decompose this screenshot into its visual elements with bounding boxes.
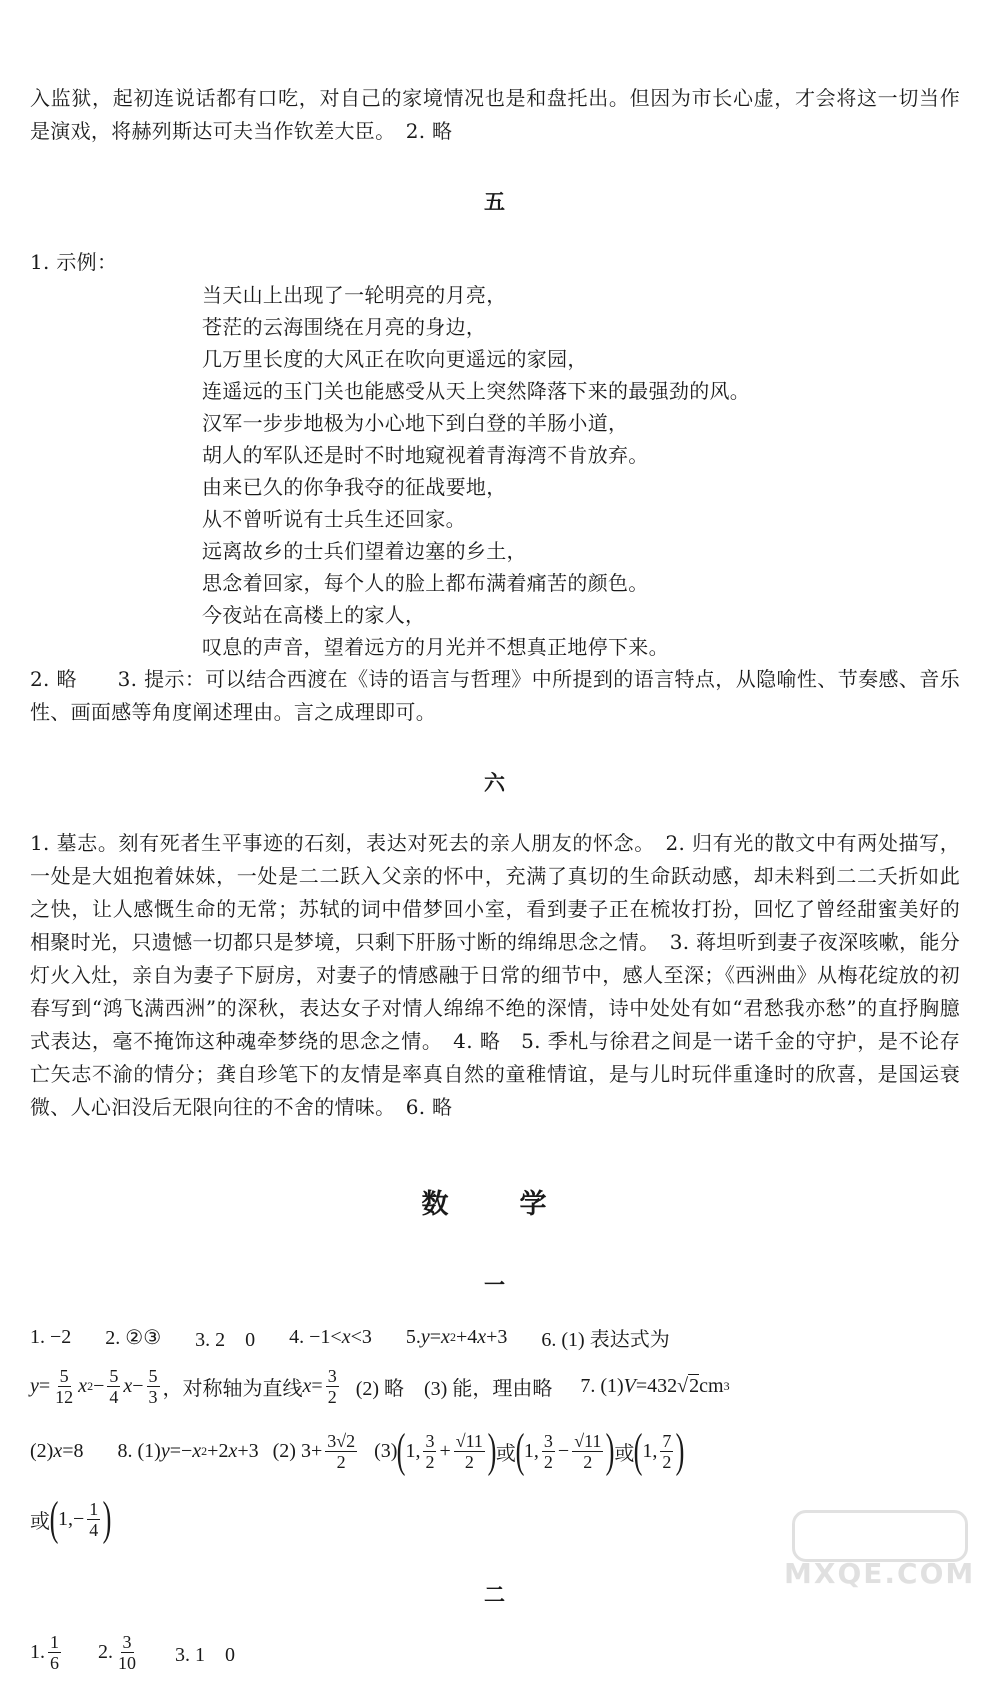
coord: 1, (405, 1439, 421, 1462)
var-x: x (341, 1325, 351, 1348)
math-line-1 (30, 1317, 960, 1357)
numerator: √11 (574, 1430, 602, 1451)
term: +3 (486, 1325, 508, 1348)
answer-3: 3. 2 0 (195, 1328, 256, 1351)
fraction (454, 1431, 485, 1472)
var-x: x (228, 1439, 238, 1462)
term: +3 (237, 1439, 259, 1462)
poem-line: 汉军一步步地极为小心地下到白登的羊肠小道， (202, 411, 629, 435)
coord: 1, (642, 1439, 658, 1462)
fraction (326, 1366, 339, 1407)
right-paren: ) (102, 1492, 112, 1545)
var-x: x (477, 1325, 487, 1348)
poem-line: 叹息的声音，望着远方的月光并不想真正地停下来。 (202, 635, 669, 659)
var-x: x (53, 1439, 63, 1462)
right-paren: ) (606, 1424, 615, 1477)
fraction (87, 1499, 100, 1540)
term: +2 (207, 1439, 229, 1462)
sqrt-arg: 2 (689, 1375, 700, 1397)
answer-1: 1. (30, 1640, 45, 1663)
var-y: y (30, 1374, 39, 1397)
section-6-heading: 六 (484, 770, 506, 795)
equals: = (429, 1325, 442, 1348)
or-text: 或 (495, 1442, 516, 1465)
answer-4-tail: <3 (350, 1325, 372, 1348)
denominator: 2 (336, 1451, 346, 1472)
numerator: 3√2 (327, 1430, 356, 1451)
answer-8-part-3: (3) (374, 1439, 398, 1462)
left-paren: ( (49, 1492, 59, 1545)
equals: = (38, 1374, 51, 1397)
term: +4 (455, 1325, 478, 1348)
math-section-2-answers (30, 1623, 960, 1681)
section-6-paragraph: 1. 墓志。刻有死者生平事迹的石刻，表达对死去的亲人朋友的怀念。 2. 归有光的散文中有两处描写，一处是大姐抱着妹妹，一处是二二跃入父亲的怀中，充满了真切的生命跃动感，却未料到二二夭折如此之快，让人感慨生命的无常；苏轼的词中借梦回小室，看到妻子正在梳妆打扮，回忆了曾经甜蜜美好的相聚时光，只遗憾一切都只是梦境，只剩下肝肠寸断的绵绵思念之情。 3. 蒋坦听到妻子夜深咳嗽，能分灯火入灶，亲自为妻子下厨房，对妻子的情感融于日常的细节中，感人至深；《西洲曲》从梅花绽放的初春写到“鸿飞满西洲”的深秋，表达女子对情人绵绵不绝的深情，诗中处处有如“君愁我亦愁”的直抒胸臆式表达，毫不掩饰这种魂牵梦绕的思念之情。 4. 略 5. 季札与徐君之间是一诺千金的守护，是不论存亡矢志不渝的情分；龚自珍笔下的友情是率真自然的童稚情谊，是与儿时玩伴重逢时的欣喜，是国运衰微、人心汩没后无限向往的不舍的情味。 6. 略 (30, 831, 960, 1119)
fraction (542, 1431, 555, 1472)
poem-block (30, 279, 960, 663)
or-text: 或 (614, 1442, 635, 1465)
answer-7: 7. (1) (580, 1374, 624, 1397)
section-5-item-1-label: 1. 示例： (30, 250, 118, 274)
denominator: 2 (464, 1451, 474, 1472)
fraction (116, 1632, 138, 1673)
watermark-logo (784, 1510, 974, 1590)
fraction (660, 1431, 673, 1472)
math-section-1-heading: 一 (484, 1272, 506, 1297)
poem-line: 远离故乡的士兵们望着边塞的乡土， (202, 539, 527, 563)
value: =8 (62, 1439, 84, 1462)
denominator: 2 (662, 1451, 672, 1472)
fraction (107, 1366, 120, 1407)
poem-line: 苍茫的云海围绕在月亮的身边， (202, 315, 487, 339)
top-paragraph: 入监狱，起初连说话都有口吃，对自己的家境情况也是和盘托出。但因为市长心虚，才会将这一切当作是演戏，将赫列斯达可夫当作钦差大臣。 2. 略 (30, 86, 960, 143)
var-y: y (160, 1439, 170, 1462)
poem-line: 胡人的军队还是时不时地窥视着青海湾不肯放弃。 (202, 443, 649, 467)
right-paren: ) (675, 1424, 685, 1477)
denominator: 2 (543, 1451, 553, 1472)
numerator: 1 (50, 1631, 59, 1652)
fraction (572, 1431, 603, 1472)
var-x: x (302, 1374, 312, 1397)
numerator: 3 (327, 1365, 337, 1386)
answer-6-parts: (2) 略 (3) 能，理由略 (355, 1377, 553, 1400)
answer-1: 1. −2 (30, 1325, 72, 1348)
term: =− (169, 1439, 193, 1462)
exponent: 2 (449, 1329, 456, 1344)
var-x: x (441, 1325, 450, 1348)
poem-line: 由来已久的你争我夺的征战要地， (202, 475, 507, 499)
right-paren: ) (487, 1424, 497, 1477)
var-v: V (623, 1374, 636, 1397)
answer-3: 3. 1 0 (175, 1643, 235, 1666)
left-paren: ( (515, 1424, 525, 1477)
math-line-5 (30, 1623, 960, 1681)
volume-value: =432 (635, 1374, 678, 1397)
fraction (147, 1366, 160, 1407)
exponent: 3 (723, 1378, 730, 1393)
numerator: √11 (455, 1430, 483, 1451)
coord: 1, (523, 1439, 539, 1462)
poem-line: 几万里长度的大风正在吹向更遥远的家园， (202, 347, 588, 371)
var-x: x (192, 1439, 202, 1462)
answer-8-part-2: (2) 3+ (272, 1439, 323, 1462)
poem-line: 连遥远的玉门关也能感受从天上突然降落下来的最强劲的风。 (202, 379, 751, 403)
denominator: 2 (425, 1451, 435, 1472)
answer-4: 4. −1< (289, 1325, 342, 1348)
var-x: x (78, 1374, 88, 1397)
left-paren: ( (633, 1424, 643, 1477)
var-x: x (123, 1374, 133, 1397)
answer-6: 6. (1) 表达式为 (541, 1328, 670, 1351)
denominator: 3 (148, 1386, 158, 1407)
unit: cm (699, 1374, 724, 1397)
numerator: 1 (89, 1498, 99, 1519)
exponent: 2 (87, 1378, 94, 1393)
section-5-after: 2. 略 3. 提示：可以结合西渡在《诗的语言与哲理》中所提到的语言特点，从隐喻性、节奏感、音乐性、画面感等角度阐述理由。言之成理即可。 (30, 667, 960, 724)
logo-icon (792, 1510, 968, 1562)
poem-line: 从不曾听说有士兵生还回家。 (202, 507, 466, 531)
numerator: 5 (109, 1365, 119, 1386)
denominator: 4 (89, 1519, 99, 1540)
answer-5: 5. (405, 1325, 421, 1348)
poem-line: 当天山上出现了一轮明亮的月亮， (202, 283, 507, 307)
axis-text: ，对称轴为直线 (162, 1377, 303, 1400)
math-section-2-heading: 二 (484, 1582, 506, 1607)
answer-8: 8. (1) (117, 1439, 161, 1462)
numerator: 5 (59, 1365, 69, 1386)
denominator: 10 (118, 1652, 136, 1673)
answer-2: 2. ②③ (105, 1326, 162, 1349)
denominator: 6 (50, 1652, 59, 1673)
numerator: 7 (662, 1430, 672, 1451)
denominator: 12 (55, 1386, 74, 1407)
numerator: 3 (122, 1631, 132, 1652)
or-text: 或 (30, 1510, 50, 1533)
denominator: 2 (327, 1386, 337, 1407)
answer-2: 2. (98, 1640, 113, 1663)
numerator: 5 (148, 1365, 158, 1386)
numerator: 3 (543, 1430, 553, 1451)
math-subject-title: 数 学 (421, 1189, 569, 1220)
fraction (423, 1431, 436, 1472)
exponent: 2 (201, 1443, 208, 1458)
section-5-heading: 五 (484, 189, 506, 214)
fraction (48, 1632, 61, 1673)
left-paren: ( (397, 1424, 406, 1477)
answer-page (30, 82, 960, 1681)
fraction (53, 1366, 75, 1407)
watermark-text: MXQE.COM (784, 1557, 976, 1590)
poem-line: 思念着回家，每个人的脸上都布满着痛苦的颜色。 (202, 571, 649, 595)
math-line-2: y = $\frac{5}{12}$ x 2 − $\frac{5}{4}$ x − $\frac{5}{3}$ ，对称轴为直线 x = $\frac{3}{2}$ (2) 略 (3) 能，理由略 7. (1) V =432 √ 2 cm 3 (30, 1365, 730, 1407)
answer-7-part-2: (2) (30, 1439, 54, 1462)
numerator: 3 (425, 1430, 435, 1451)
denominator: 2 (583, 1451, 593, 1472)
poem-line: 今夜站在高楼上的家人， (202, 603, 426, 627)
denominator: 4 (109, 1386, 119, 1407)
math-line-3: (2) x =8 8. (1) y =− x 2 +2 x +3 (2) 3+ $\frac{3√2}{2}$ (3) ( 1, $\frac{3}{2}$ + $\frac{√11}{2}$ ) 或 ( 1, $\frac{3}{2}$ − $\frac{√11}{2}$ ) 或 ( 1, $\frac{7}{2}$ ) (30, 1424, 685, 1477)
coord: 1,− (57, 1507, 85, 1530)
var-y: y (420, 1325, 430, 1348)
fraction (325, 1431, 357, 1472)
